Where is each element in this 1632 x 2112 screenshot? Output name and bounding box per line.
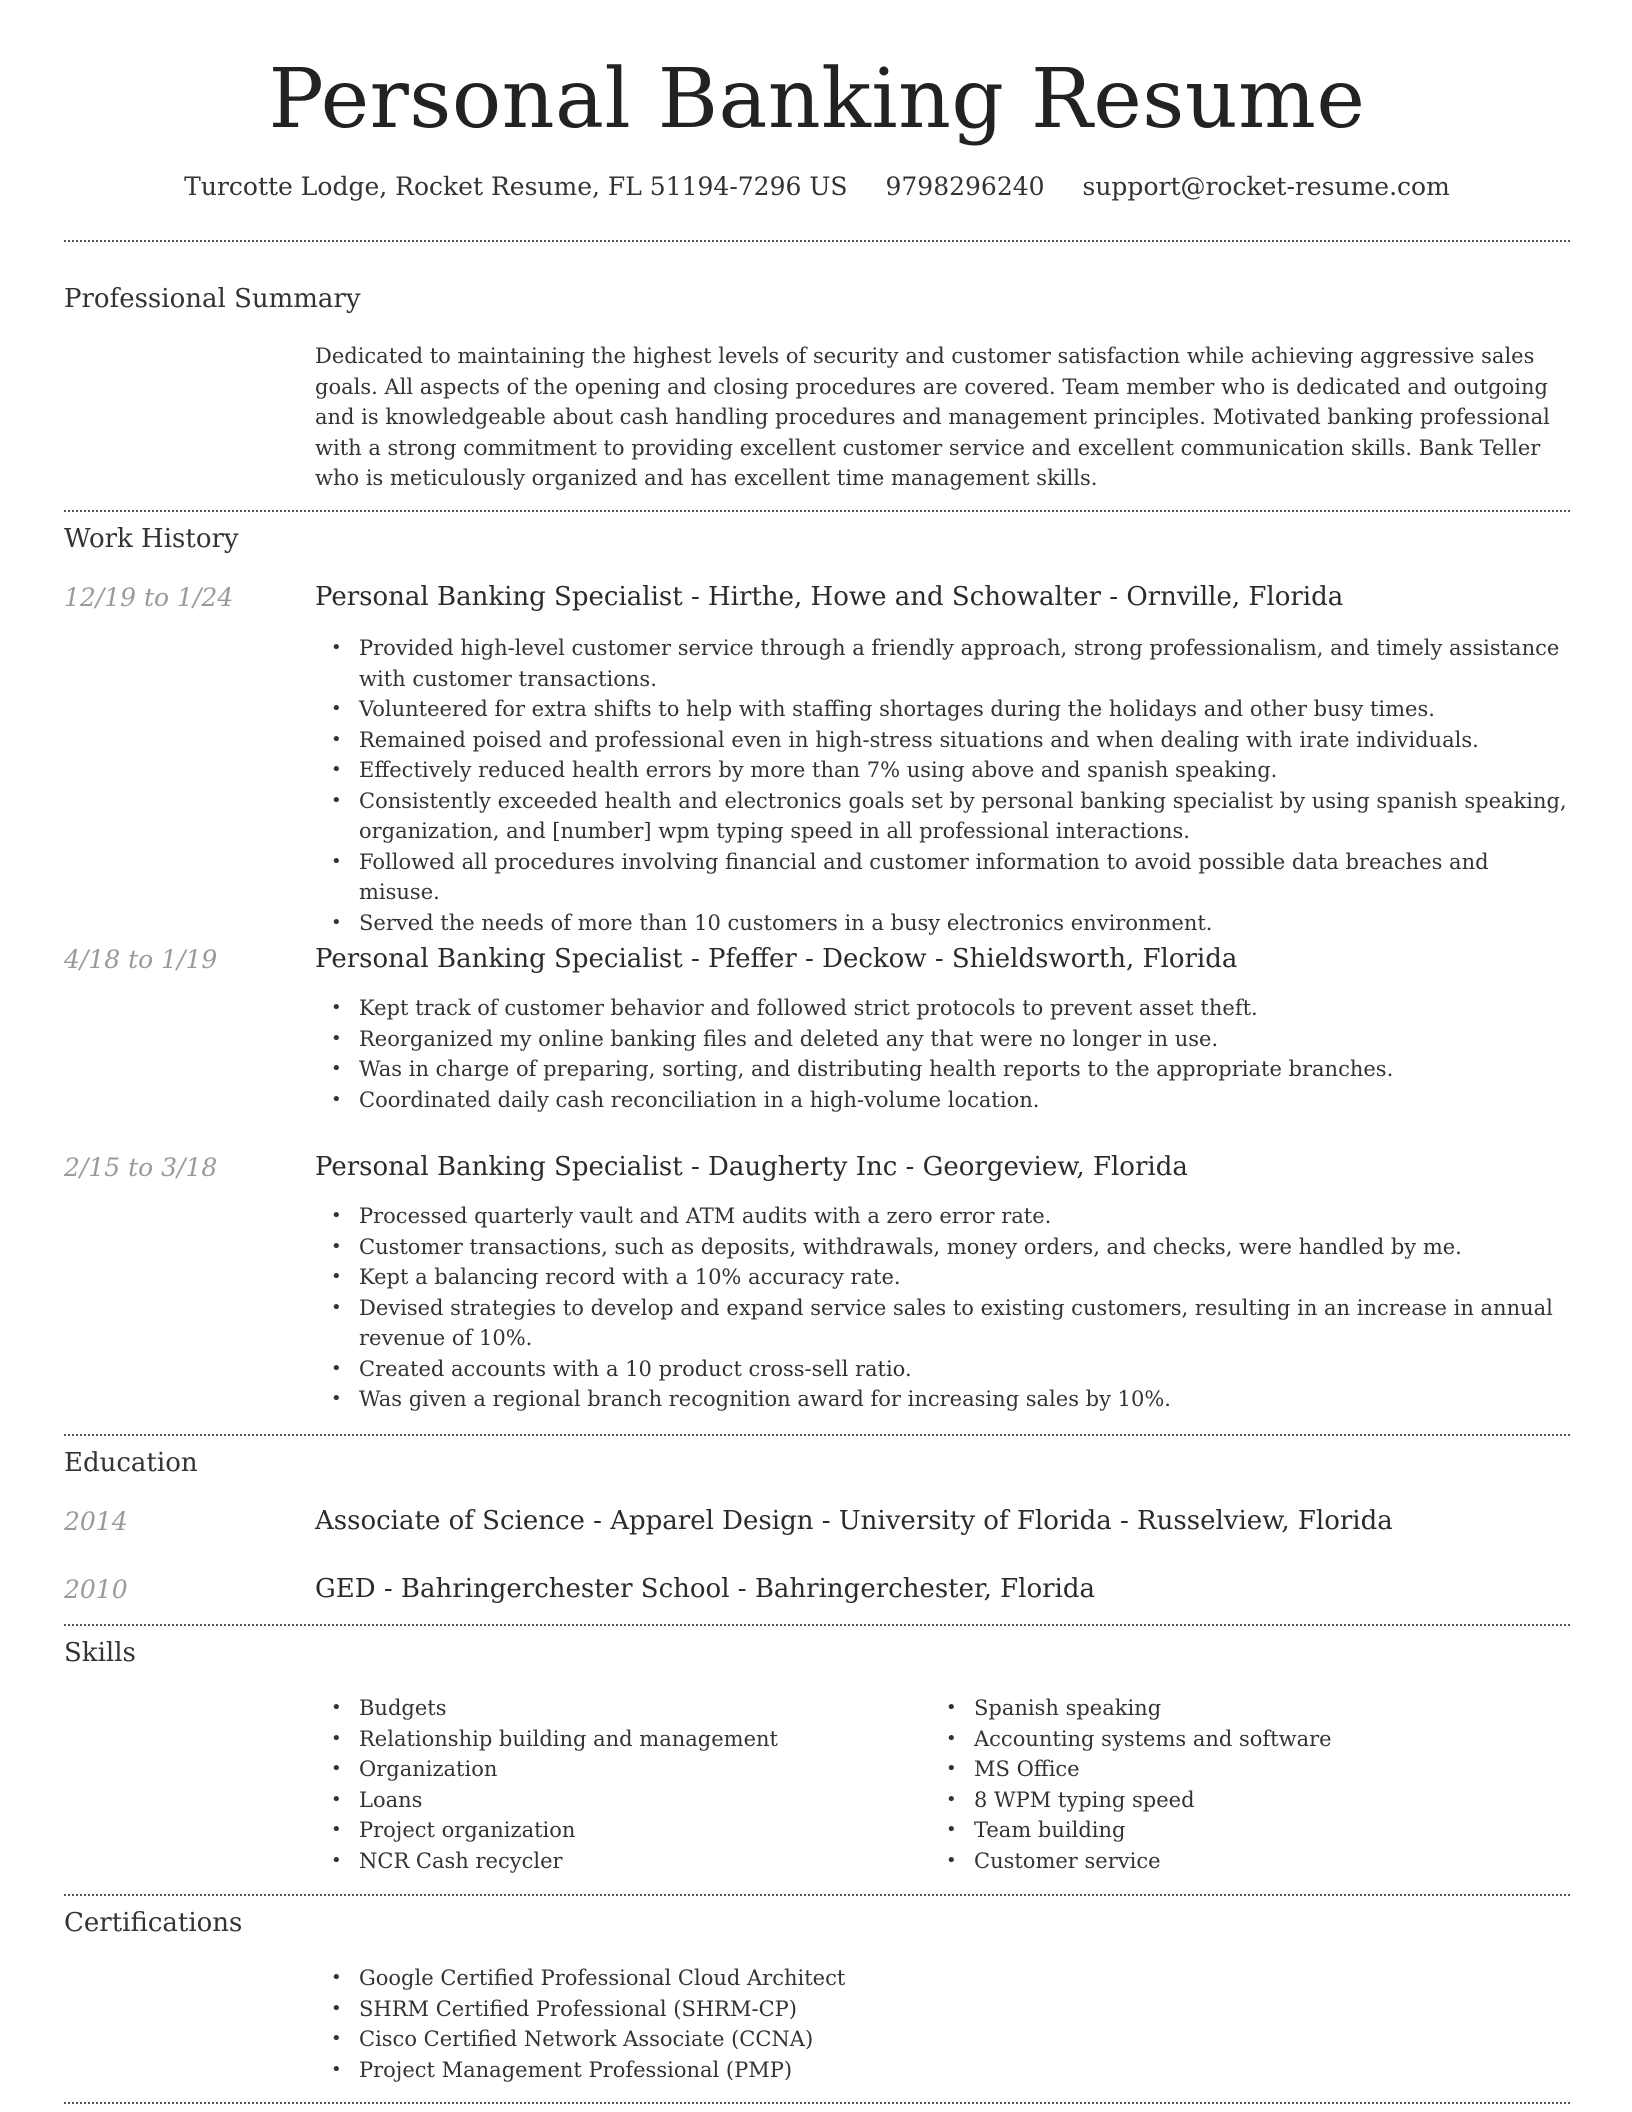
job-dates: 12/19 to 1/24 xyxy=(64,583,234,612)
job-title: Personal Banking Specialist - Pfeffer - Deckow - Shieldsworth, Florida xyxy=(315,944,1238,974)
list-item: • Organization xyxy=(315,1754,1570,1785)
list-item: • Loans xyxy=(315,1785,1570,1816)
resume-page xyxy=(64,0,1570,2112)
contact-phone: 9798296240 xyxy=(885,172,1045,201)
list-item: • Budgets xyxy=(315,1693,1570,1724)
list-item: • Consistently exceeded health and electronics goals set by personal banking specialist by using spanish speaking, organization, and [number] wpm typing speed in all professional interactions. xyxy=(315,786,1570,847)
section-divider xyxy=(64,1624,1570,1626)
list-item: • Remained poised and professional even in high-stress situations and when dealing with irate individuals. xyxy=(315,725,1570,756)
section-divider xyxy=(64,1894,1570,1896)
education-year: 2010 xyxy=(64,1575,128,1604)
summary-heading: Professional Summary xyxy=(64,284,361,314)
list-item: • Customer service xyxy=(930,1846,1632,1877)
list-item: • Project organization xyxy=(315,1815,1570,1846)
list-item: • SHRM Certified Professional (SHRM-CP) xyxy=(315,1994,1570,2025)
job-duties-list xyxy=(315,1201,1570,1415)
contact-email: support@rocket-resume.com xyxy=(1082,172,1450,201)
list-item: • Project Management Professional (PMP) xyxy=(315,2055,1570,2086)
education-heading: Education xyxy=(64,1448,198,1478)
section-divider xyxy=(64,240,1570,242)
skills-list-right xyxy=(930,1693,1632,1876)
section-divider xyxy=(64,1434,1570,1436)
list-item: • Coordinated daily cash reconciliation in a high-volume location. xyxy=(315,1085,1570,1116)
education-year: 2014 xyxy=(64,1507,128,1536)
list-item: • 8 WPM typing speed xyxy=(930,1785,1632,1816)
list-item: • Provided high-level customer service through a friendly approach, strong professionalism, and timely assistance with customer transactions. xyxy=(315,633,1570,694)
certifications-heading: Certifications xyxy=(64,1908,243,1938)
list-item: • NCR Cash recycler xyxy=(315,1846,1570,1877)
list-item: • MS Office xyxy=(930,1754,1632,1785)
list-item: • Volunteered for extra shifts to help with staffing shortages during the holidays and other busy times. xyxy=(315,694,1570,725)
education-degree: GED - Bahringerchester School - Bahringerchester, Florida xyxy=(315,1574,1095,1604)
certifications-list xyxy=(315,1963,1570,2085)
contact-address: Turcotte Lodge, Rocket Resume, FL 51194-7296 US xyxy=(184,172,848,201)
education-degree: Associate of Science - Apparel Design - University of Florida - Russelview, Florida xyxy=(315,1506,1393,1536)
section-divider xyxy=(64,510,1570,512)
list-item: • Was in charge of preparing, sorting, and distributing health reports to the appropriate branches. xyxy=(315,1054,1570,1085)
list-item: • Was given a regional branch recognition award for increasing sales by 10%. xyxy=(315,1384,1570,1415)
list-item: • Kept track of customer behavior and followed strict protocols to prevent asset theft. xyxy=(315,993,1570,1024)
list-item: • Created accounts with a 10 product cross-sell ratio. xyxy=(315,1354,1570,1385)
list-item: • Reorganized my online banking files and deleted any that were no longer in use. xyxy=(315,1024,1570,1055)
job-title: Personal Banking Specialist - Daugherty Inc - Georgeview, Florida xyxy=(315,1152,1188,1182)
list-item: • Customer transactions, such as deposits, withdrawals, money orders, and checks, were handled by me. xyxy=(315,1232,1570,1263)
list-item: • Relationship building and management xyxy=(315,1724,1570,1755)
job-duties-list xyxy=(315,633,1570,938)
job-duties-list xyxy=(315,993,1570,1115)
list-item: • Processed quarterly vault and ATM audits with a zero error rate. xyxy=(315,1201,1570,1232)
list-item: • Spanish speaking xyxy=(930,1693,1632,1724)
list-item: • Accounting systems and software xyxy=(930,1724,1632,1755)
list-item: • Team building xyxy=(930,1815,1632,1846)
list-item: • Served the needs of more than 10 customers in a busy electronics environment. xyxy=(315,908,1570,939)
list-item: • Effectively reduced health errors by more than 7% using above and spanish speaking. xyxy=(315,755,1570,786)
job-title: Personal Banking Specialist - Hirthe, Howe and Schowalter - Ornville, Florida xyxy=(315,582,1344,612)
list-item: • Kept a balancing record with a 10% accuracy rate. xyxy=(315,1262,1570,1293)
resume-name: Personal Banking Resume xyxy=(268,52,1366,147)
job-dates: 2/15 to 3/18 xyxy=(64,1153,218,1182)
skills-heading: Skills xyxy=(64,1638,136,1668)
job-dates: 4/18 to 1/19 xyxy=(64,945,218,974)
summary-text: Dedicated to maintaining the highest levels of security and customer satisfaction while achieving aggressive sales goals. All aspects of the opening and closing procedures are covered. Team member who is dedicated and outgoing and is knowledgeable about cash handling procedures and management principles. Motivated banking professional with a strong commitment to providing excellent customer service and excellent communication skills. Bank Teller who is meticulously organized and has excellent time management skills. xyxy=(315,344,1550,490)
contact-line xyxy=(64,172,1570,201)
list-item: • Google Certified Professional Cloud Architect xyxy=(315,1963,1570,1994)
list-item: • Followed all procedures involving financial and customer information to avoid possible data breaches and misuse. xyxy=(315,847,1570,908)
list-item: • Cisco Certified Network Associate (CCNA) xyxy=(315,2024,1570,2055)
section-divider xyxy=(64,2102,1570,2104)
work-history-heading: Work History xyxy=(64,524,239,554)
list-item: • Devised strategies to develop and expand service sales to existing customers, resulting in an increase in annual revenue of 10%. xyxy=(315,1293,1570,1354)
